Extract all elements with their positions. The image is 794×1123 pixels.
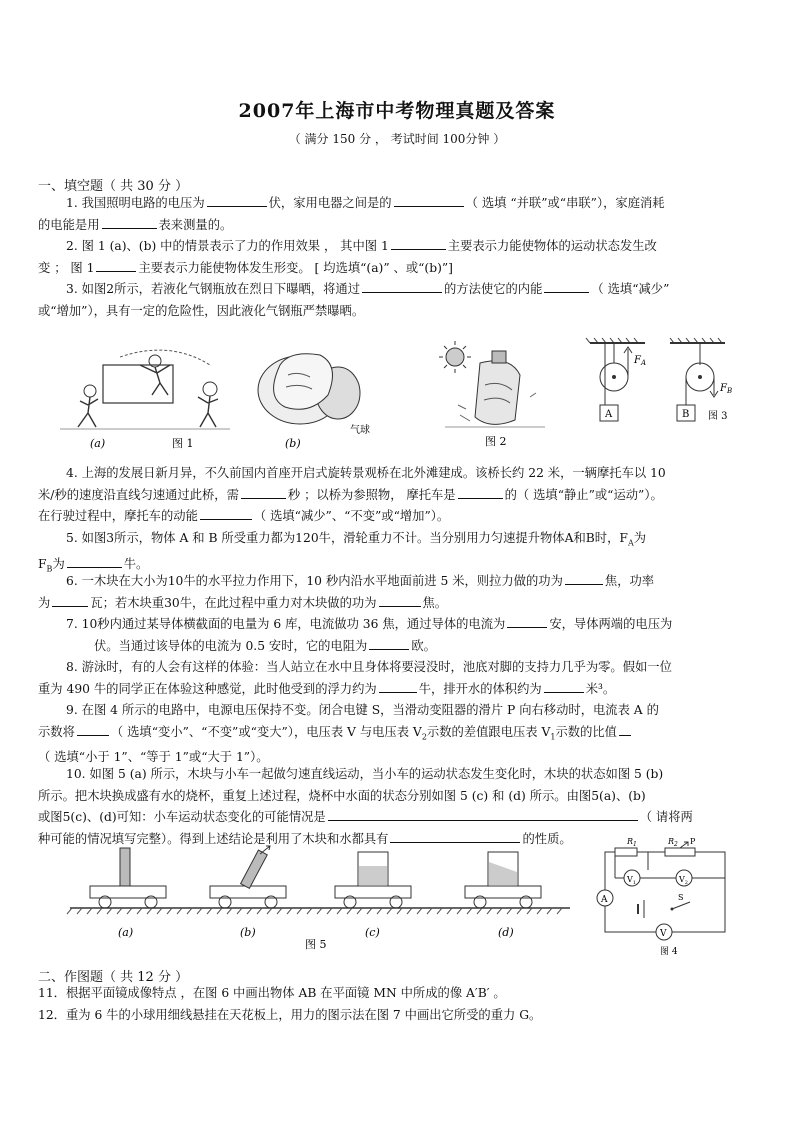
- answer-blank[interactable]: [565, 572, 603, 585]
- answer-blank[interactable]: [241, 486, 286, 499]
- answer-blank[interactable]: [102, 216, 157, 229]
- answer-blank[interactable]: [362, 280, 442, 293]
- answer-blank[interactable]: [67, 555, 122, 568]
- fig4-circuit: [597, 842, 725, 940]
- fig5c-label: (c): [365, 926, 380, 939]
- fig4-P-label: P: [690, 838, 696, 846]
- fig3-caption: 图 3: [708, 411, 728, 422]
- answer-blank[interactable]: [507, 615, 547, 628]
- fig4-V2-label: $V_2$: [679, 875, 688, 886]
- fig1b-balloon-label: 气球: [350, 425, 370, 436]
- fig5-caption: 图 5: [305, 938, 327, 951]
- answer-blank[interactable]: [619, 723, 631, 736]
- answer-blank[interactable]: [394, 194, 464, 207]
- fig1-caption: 图 1: [172, 437, 194, 450]
- answer-blank[interactable]: [369, 637, 409, 650]
- question-8: 8. 游泳时，有的人会有这样的体验：当人站立在水中且身体将要浸没时，池底对脚的支持力几乎为零。假如一位 重为 490 牛的同学正在体验这种感觉，此时他受到的浮力约为 牛，排开水的体积约为 米³。: [38, 660, 672, 696]
- fig5-illustration: [67, 846, 570, 914]
- fig3-block-B: B: [682, 409, 690, 420]
- question-3: 3. 如图2所示，若液化气钢瓶放在烈日下曝晒，将通过 的方法使它的内能 （ 选填“减少” 或“增加”），具有一定的危险性，因此液化气钢瓶严禁曝晒。: [38, 282, 670, 318]
- fig4-R2-label: $R_2$: [668, 838, 678, 848]
- fig4-switch-label: S: [678, 893, 684, 902]
- fig5d-label: (d): [498, 926, 514, 939]
- fig5b-label: (b): [240, 926, 256, 939]
- question-11: 11．根据平面镜成像特点 ，在图 6 中画出物体 AB 在平面镜 MN 中所成的像 A′B′ 。: [38, 986, 506, 1000]
- fig2-caption: 图 2: [485, 435, 507, 448]
- question-9: 9. 在图 4 所示的电路中，电源电压保持不变。闭合电键 S，当滑动变阻器的滑片 P 向右移动时，电流表 A 的 示数将 （ 选填“变小”、“不变”或“变大”），电压表 V 与电压表 $V_2$示数的差值跟电压表 $V_1$示数的比值 （ 选填“小于 1”、“等于 1”或“大于 1”）。: [38, 703, 659, 765]
- fig1a-illustration: [60, 350, 230, 429]
- section-drawing: 二、作图题（ 共 12 分 ）: [38, 970, 189, 985]
- answer-blank[interactable]: [544, 280, 589, 293]
- fig4-R1-label: $R_1$: [627, 838, 637, 848]
- answer-blank[interactable]: [96, 259, 136, 272]
- fig5a-label: (a): [118, 926, 134, 939]
- question-12: 12．重为 6 牛的小球用细线悬挂在天花板上，用力的图示法在图 7 中画出它所受的重力 G。: [38, 1008, 542, 1022]
- answer-blank[interactable]: [379, 680, 417, 693]
- question-4: 4. 上海的发展日新月异，不久前国内首座开启式旋转景观桥在北外滩建成。该桥长约 22 米，一辆摩托车以 10 米/秒的速度沿直线匀速通过此桥，需 秒 ；以桥为参照物， 摩托车是 的（ 选填“静止”或“运动”）。 在行驶过程中，摩托车的动能 （ 选填“减少”、“不变”或“增加”）。: [38, 466, 666, 523]
- fig4-ammeter-label: A: [601, 895, 608, 905]
- fig3-FB-label: $F_B$: [720, 383, 733, 395]
- section-fill-in: 一、填空题（ 共 30 分 ）: [38, 179, 189, 194]
- answer-blank[interactable]: [458, 486, 503, 499]
- question-10: 10. 如图 5 (a) 所示，木块与小车一起做匀速直线运动，当小车的运动状态发生变化时，木块的状态如图 5 (b) 所示。把木块换成盛有水的烧杯，重复上述过程，烧杯中水面的状态分别如图 5 (c) 和 (d) 所示。由图5(a)、(b) 或图5(c)、(d)可知：小车运动状态变化的可能情况是 （ 请将两 种可能的情况填写完整）。得到上述结论是利用了木块和水都具有 的性质。: [38, 767, 693, 846]
- answer-blank[interactable]: [52, 594, 88, 607]
- fig1b-label: (b): [285, 437, 301, 450]
- answer-blank[interactable]: [207, 194, 267, 207]
- answer-blank[interactable]: [328, 808, 638, 821]
- answer-blank[interactable]: [391, 237, 446, 250]
- question-5: 5. 如图3所示，物体 A 和 B 所受重力都为120牛，滑轮重力不计。当分别用力匀速提升物体A和B时，$F_A$为 $F_B$为 牛。: [38, 531, 647, 574]
- question-2: 2. 图 1 (a)、(b) 中的情景表示了力的作用效果 ， 其中图 1 主要表示力能使物体的运动状态发生改 变 ； 图 1 主要表示力能使物体发生形变。 [ 均选填“(a)” 、或“(b)”]: [38, 239, 657, 275]
- figure-row-1: [60, 335, 740, 455]
- page-title: 2007年上海市中考物理真题及答案: [238, 100, 556, 122]
- fig1a-label: (a): [90, 437, 106, 450]
- question-1: 1. 我国照明电路的电压为 伏，家用电器之间是的 （ 选填 “并联”或“串联”），家庭消耗 的电能是用 表来测量的。: [38, 196, 665, 232]
- fig4-V1-label: $V_1$: [627, 875, 636, 886]
- fig3-FA-label: $F_A$: [634, 355, 647, 367]
- fig4-caption: 图 4: [660, 947, 678, 957]
- answer-blank[interactable]: [379, 594, 421, 607]
- question-7: 7. 10秒内通过某导体横截面的电量为 6 库，电流做功 36 焦，通过导体的电流为 安，导体两端的电压为 伏。当通过该导体的电流为 0.5 安时，它的电阻为 欧。: [66, 617, 673, 653]
- figure-row-2: [60, 838, 760, 963]
- question-6: 6. 一木块在大小为10牛的水平拉力作用下，10 秒内沿水平地面前进 5 米，则拉力做的功为 焦，功率 为 瓦；若木块重30牛，在此过程中重力对木块做的功为 焦。: [38, 574, 655, 610]
- fig1b-illustration: [258, 354, 360, 424]
- fig3-block-A: A: [605, 409, 613, 420]
- answer-blank[interactable]: [77, 723, 109, 736]
- fig4-voltmeter-label: V: [660, 929, 667, 939]
- page-subtitle: （ 满分 150 分 ， 考试时间 100分钟 ）: [288, 132, 506, 146]
- answer-blank[interactable]: [200, 507, 252, 520]
- fig2-illustration: [439, 341, 545, 427]
- answer-blank[interactable]: [544, 680, 584, 693]
